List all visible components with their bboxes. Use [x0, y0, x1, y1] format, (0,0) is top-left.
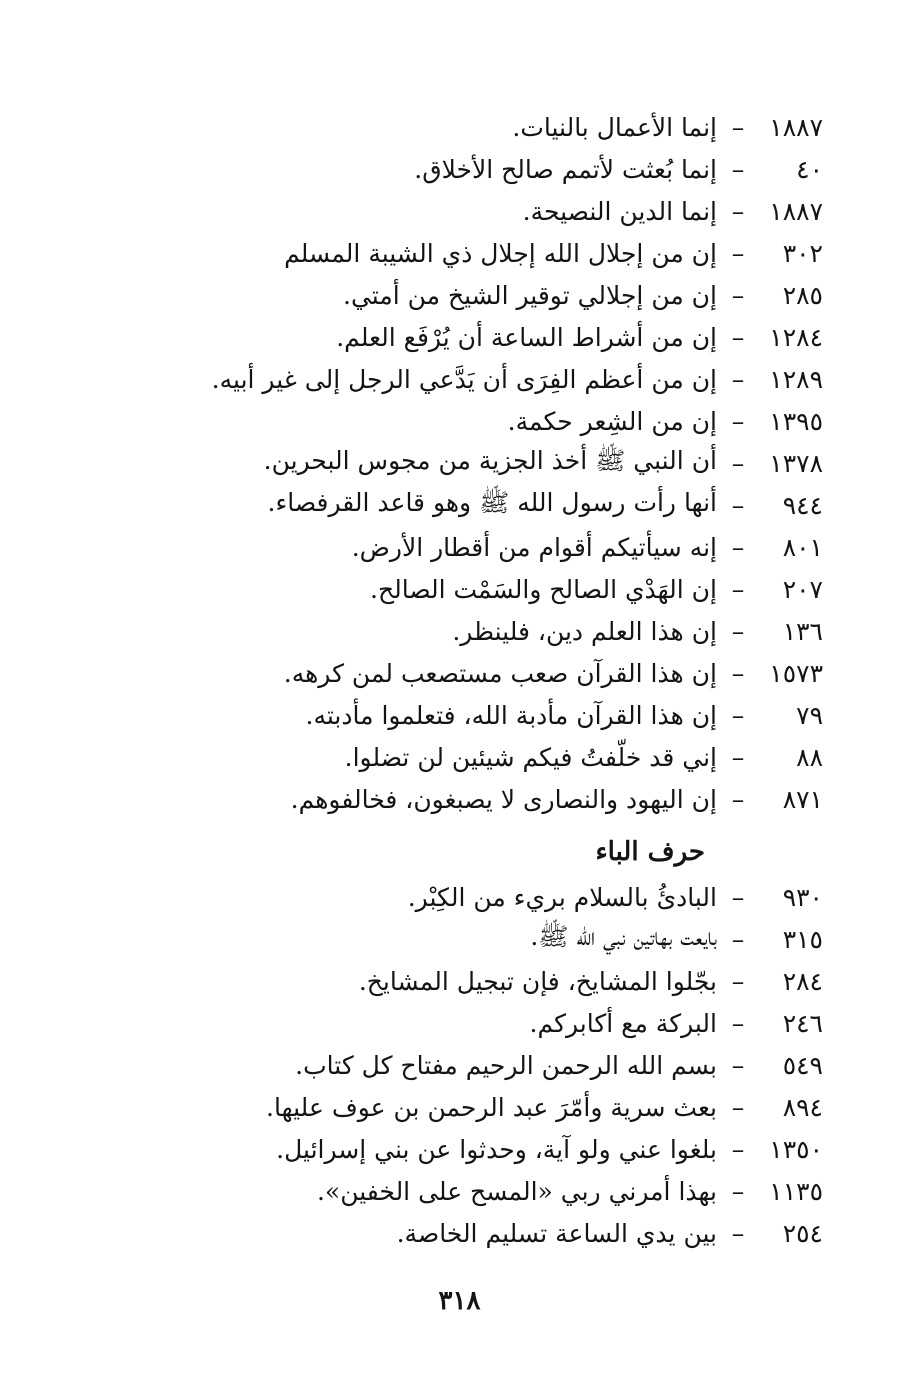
entry-text: إنما بُعثت لأتمم صالح الأخلاق.	[414, 154, 717, 184]
index-entry	[123, 736, 823, 778]
entry-page-number: ١٨٨٧	[769, 196, 823, 226]
index-entry	[123, 694, 823, 736]
entry-text: إن هذا العلم دين، فلينظر.	[452, 616, 717, 646]
entry-page-number: ٤٠	[796, 154, 823, 184]
index-entry	[123, 232, 823, 274]
entry-dash: –	[731, 1176, 745, 1206]
entry-text: إن من إجلال الله إجلال ذي الشيبة المسلم	[284, 238, 717, 268]
entry-text: بلغوا عني ولو آية، وحدثوا عن بني إسرائيل.	[276, 1134, 717, 1164]
entry-text: إن من أعظم الفِرَى أن يَدَّعي الرجل إلى غير أبيه.	[211, 364, 717, 394]
entry-page-number: ٢٤٦	[782, 1008, 823, 1038]
entry-page-number: ٨٠١	[782, 532, 823, 562]
entry-page-number: ١٣٦	[782, 616, 823, 646]
entry-page-number: ٣١٥	[782, 924, 823, 954]
section-heading: حرف الباء	[595, 837, 705, 867]
entry-text: إني قد خلّفتُ فيكم شيئين لن تضلوا.	[344, 742, 717, 772]
entry-dash: –	[731, 658, 745, 688]
entry-dash: –	[731, 112, 745, 142]
entry-dash: –	[731, 1050, 745, 1080]
entry-dash: –	[731, 490, 745, 520]
entry-dash: –	[731, 616, 745, 646]
entry-page-number: ١٣٧٨	[769, 448, 823, 478]
entry-dash: –	[731, 784, 745, 814]
index-entry	[123, 358, 823, 400]
index-entry	[123, 400, 823, 442]
entry-page-number: ١٣٥٠	[769, 1134, 823, 1164]
index-entry	[123, 190, 823, 232]
entry-dash: –	[731, 448, 745, 478]
entry-dash: –	[731, 1134, 745, 1164]
entry-page-number: ٢٨٤	[782, 966, 823, 996]
page-number: ٣١٨	[438, 1286, 481, 1316]
entry-page-number: ٢٥٤	[782, 1218, 823, 1248]
entry-dash: –	[731, 924, 745, 954]
entry-text: البركة مع أكابركم.	[529, 1008, 717, 1038]
entry-dash: –	[731, 882, 745, 912]
entry-dash: –	[731, 322, 745, 352]
entry-dash: –	[731, 196, 745, 226]
entry-text: إن هذا القرآن مأدبة الله، فتعلموا مأدبته.	[305, 700, 717, 730]
entry-text: إن من الشِعر حكمة.	[507, 406, 717, 436]
entry-dash: –	[731, 742, 745, 772]
entry-page-number: ١١٣٥	[769, 1176, 823, 1206]
entry-text: إن الهَدْي الصالح والسَمْت الصالح.	[370, 574, 717, 604]
entry-text: بين يدي الساعة تسليم الخاصة.	[396, 1218, 717, 1248]
index-entry	[123, 1044, 823, 1086]
entry-dash: –	[731, 532, 745, 562]
entry-text: البادئُ بالسلام بريء من الكِبْر.	[407, 882, 717, 912]
entry-page-number: ٨٨	[796, 742, 823, 772]
index-entry	[123, 610, 823, 652]
entry-text: بعث سرية وأمّرَ عبد الرحمن بن عوف عليها.	[266, 1092, 717, 1122]
entry-dash: –	[731, 238, 745, 268]
entry-dash: –	[731, 1008, 745, 1038]
index-entry	[123, 1086, 823, 1128]
entry-page-number: ٧٩	[796, 700, 823, 730]
entry-text: إن اليهود والنصارى لا يصبغون، فخالفوهم.	[290, 784, 717, 814]
index-entry	[123, 1128, 823, 1170]
entry-text: بايعت بهاتين نبي الله ﷺ.	[530, 921, 717, 951]
entry-dash: –	[731, 1218, 745, 1248]
index-entry	[123, 484, 823, 526]
index-entry	[123, 960, 823, 1002]
entry-page-number: ٢٠٧	[782, 574, 823, 604]
entry-text: إن هذا القرآن صعب مستصعب لمن كرهه.	[283, 658, 717, 688]
entry-dash: –	[731, 700, 745, 730]
entry-text: بجّلوا المشايخ، فإن تبجيل المشايخ.	[358, 966, 717, 996]
entry-text: إن من إجلالي توقير الشيخ من أمتي.	[343, 280, 717, 310]
entry-dash: –	[731, 406, 745, 436]
index-entry	[123, 1170, 823, 1212]
entry-dash: –	[731, 574, 745, 604]
index-entry	[123, 526, 823, 568]
entry-page-number: ٥٤٩	[782, 1050, 823, 1080]
index-entry	[123, 274, 823, 316]
index-entry	[123, 918, 823, 960]
index-entry	[123, 568, 823, 610]
index-entry	[123, 106, 823, 148]
entry-dash: –	[731, 966, 745, 996]
entry-text: أن النبي ﷺ أخذ الجزية من مجوس البحرين.	[263, 445, 717, 475]
entry-dash: –	[731, 154, 745, 184]
entry-dash: –	[731, 280, 745, 310]
index-entry	[123, 316, 823, 358]
index-entry	[123, 876, 823, 918]
entry-text: بسم الله الرحمن الرحيم مفتاح كل كتاب.	[295, 1050, 717, 1080]
index-entry	[123, 1212, 823, 1254]
entry-page-number: ٩٣٠	[782, 882, 823, 912]
entry-page-number: ٨٧١	[782, 784, 823, 814]
index-entry	[123, 148, 823, 190]
entry-page-number: ١٨٨٧	[769, 112, 823, 142]
hadith-index-list	[123, 106, 823, 1254]
index-entry	[123, 652, 823, 694]
entry-page-number: ٨٩٤	[782, 1092, 823, 1122]
entry-text: إنما الدين النصيحة.	[522, 196, 717, 226]
entry-text: بهذا أمرني ربي «المسح على الخفين».	[316, 1176, 717, 1206]
entry-text: إنما الأعمال بالنيات.	[512, 112, 717, 142]
entry-text: إن من أشراط الساعة أن يُرْفَع العلم.	[336, 322, 717, 352]
entry-text: أنها رأت رسول الله ﷺ وهو قاعد القرفصاء.	[267, 487, 717, 517]
entry-dash: –	[731, 1092, 745, 1122]
entry-text: إنه سيأتيكم أقوام من أقطار الأرض.	[351, 532, 717, 562]
index-entry	[123, 442, 823, 484]
entry-page-number: ٢٨٥	[782, 280, 823, 310]
index-entry	[123, 1002, 823, 1044]
entry-page-number: ١٢٨٤	[769, 322, 823, 352]
entry-dash: –	[731, 364, 745, 394]
entry-page-number: ١٣٩٥	[769, 406, 823, 436]
entry-page-number: ٩٤٤	[782, 490, 823, 520]
entry-page-number: ١٥٧٣	[769, 658, 823, 688]
entry-page-number: ٣٠٢	[782, 238, 823, 268]
index-entry	[123, 778, 823, 820]
entry-page-number: ١٢٨٩	[769, 364, 823, 394]
